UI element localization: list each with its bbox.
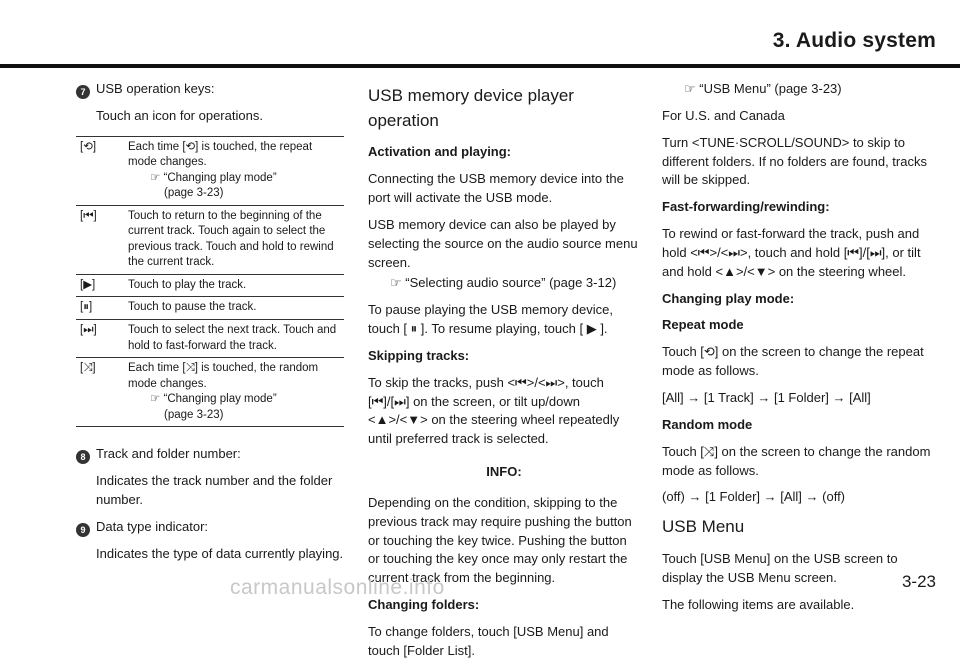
folders-p: To change folders, touch [USB Menu] and touch [Folder List]. xyxy=(368,624,609,658)
skipping-heading: Skipping tracks: xyxy=(368,347,470,363)
watermark: carmanualsonline.info xyxy=(230,575,445,599)
usb-menu-ref: ☞ “USB Menu” (page 3-23) xyxy=(684,81,842,96)
callout-9: 9 xyxy=(76,523,90,537)
usb-key-desc: Touch to pause the track. xyxy=(124,297,344,320)
column-right xyxy=(662,80,937,622)
usb-key-desc: Touch to play the track. xyxy=(124,274,344,297)
usb-key-row xyxy=(76,274,344,297)
skipping-p: To skip the tracks, push <⏮>/<⏭>, touch [⏮]/[⏭] on the screen, or tilt up/down <▲>/<▼> on the steering wheel repeatedly until preferred track is selected. xyxy=(368,374,620,447)
activation-p2: USB memory device can also be played by selecting the source on the audio source menu screen. xyxy=(368,216,638,270)
usb-key-icon: [⤨] xyxy=(76,358,124,427)
item-9-desc: Indicates the type of data currently playing. xyxy=(96,545,344,561)
usb-menu-heading: USB Menu xyxy=(662,517,745,537)
usb-key-row xyxy=(76,297,344,320)
header-rule xyxy=(0,64,960,68)
info-p: Depending on the condition, skipping to the previous track may require pushing the button or touching the key twice. Pushing the button or touching the key once may only restart the current track from the beginning. xyxy=(368,494,632,586)
column-left xyxy=(76,80,344,572)
item-7-desc: Touch an icon for operations. xyxy=(96,108,263,123)
usb-key-row xyxy=(76,136,344,205)
folders-heading: Changing folders: xyxy=(368,597,480,613)
random-heading: Random mode xyxy=(662,416,753,432)
usb-keys-table xyxy=(76,136,344,427)
usb-key-icon: [⟲] xyxy=(76,136,124,205)
usb-key-ref: ☞ “Changing play mode” xyxy=(150,171,277,184)
info-label: INFO: xyxy=(486,464,522,480)
usb-key-icon: [⏸] xyxy=(76,297,124,320)
item-9-title: 9 Data type indicator: xyxy=(76,518,344,537)
us-canada-note: For U.S. and Canada xyxy=(662,107,785,123)
item-7-title: 7 USB operation keys: xyxy=(76,80,344,99)
activation-p1: Connecting the USB memory device into the port will activate the USB mode. xyxy=(368,171,624,205)
usb-key-row xyxy=(76,205,344,274)
activation-heading: Activation and playing: xyxy=(368,144,512,160)
usb-key-icon: [▶] xyxy=(76,274,124,297)
usb-key-desc: Touch to select the next track. Touch and hold to fast-forward the track. xyxy=(124,320,344,358)
page-number: 3-23 xyxy=(901,572,936,592)
usb-key-row xyxy=(76,358,344,427)
usb-key-desc: Each time [⟲] is touched, the repeat mode changes. ☞ “Changing play mode” (page 3-23) xyxy=(124,136,344,205)
callout-7: 7 xyxy=(76,85,90,99)
repeat-p: Touch [⟲] on the screen to change the repeat mode as follows. xyxy=(662,344,924,379)
repeat-heading: Repeat mode xyxy=(662,317,744,333)
random-sequence: (off) → [1 Folder] → [All] → (off) xyxy=(662,489,846,505)
activation-p3: To pause playing the USB memory device, touch [ ⏸ ]. To resume playing, touch [ ▶ ]. xyxy=(368,302,613,337)
usb-key-icon: [⏮] xyxy=(76,205,124,274)
usb-key-desc: Each time [⤨] is touched, the random mode changes. ☞ “Changing play mode” (page 3-23) xyxy=(124,358,344,427)
callout-8: 8 xyxy=(76,450,90,464)
ff-p: To rewind or fast-forward the track, push and hold <⏮>/<⏭>, touch and hold [⏮]/[⏭], or tilt and hold <▲>/<▼> on the steering wheel. xyxy=(662,226,921,279)
section-title: 3. Audio system xyxy=(772,29,936,52)
activation-ref: ☞ “Selecting audio source” (page 3-12) xyxy=(390,275,617,291)
play-mode-heading: Changing play mode: xyxy=(662,290,795,306)
usb-key-ref: ☞ “Changing play mode” xyxy=(150,393,277,406)
usb-player-heading: USB memory device player operation xyxy=(368,86,574,130)
usb-key-desc: Touch to return to the beginning of the current track. Touch again to select the previous track. Touch and hold to rewind the current track. xyxy=(124,205,344,274)
usb-menu-p1: Touch [USB Menu] on the USB screen to display the USB Menu screen. xyxy=(662,550,898,585)
item-8-desc: Indicates the track number and the folder number. xyxy=(96,473,333,507)
random-p: Touch [⤨] on the screen to change the random mode as follows. xyxy=(662,443,931,478)
ff-heading: Fast-forwarding/rewinding: xyxy=(662,199,830,215)
repeat-sequence: [All] → [1 Track] → [1 Folder] → [All] xyxy=(662,389,871,405)
usb-key-icon: [⏭] xyxy=(76,320,124,358)
usb-key-row xyxy=(76,320,344,358)
usb-menu-p2: The following items are available. xyxy=(662,596,855,612)
tune-scroll-p: Turn <TUNE·SCROLL/SOUND> to skip to different folders. If no folders are found, tracks will be skipped. xyxy=(662,134,927,188)
item-8-title: 8 Track and folder number: xyxy=(76,445,344,464)
